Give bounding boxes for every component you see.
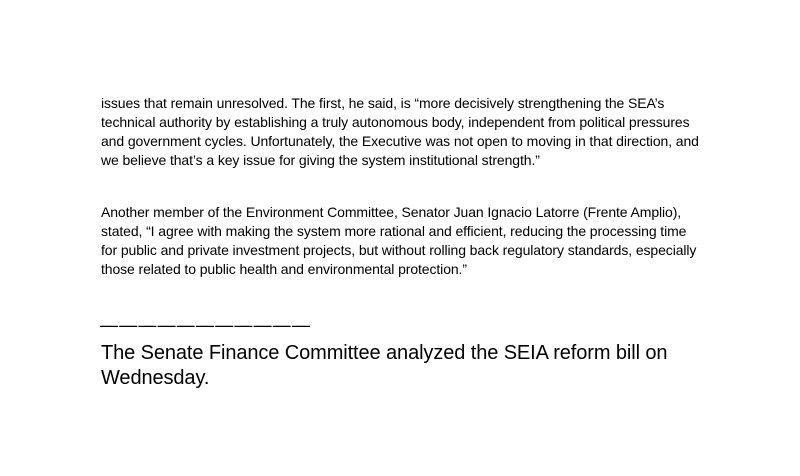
section-divider: ——————————— — [100, 315, 312, 335]
article-headline: The Senate Finance Committee analyzed the SEIA reform bill on Wednesday. — [101, 342, 668, 389]
article-paragraph-1: issues that remain unresolved. The first, he said, is “more decisively strengthening the SEA’s technical authority by establishing a truly autonomous body, independent from political pressures and government cycles. Unfortunately, the Executive was not open to moving in that direction, and we believe that’s a key issue for giving the system institutional strength.” — [101, 95, 699, 168]
article-paragraph-2: Another member of the Environment Committee, Senator Juan Ignacio Latorre (Frente Amplio), stated, “I agree with making the system more rational and efficient, reducing the processing time for public and private investment projects, but without rolling back regulatory standards, especially those related to public health and environmental protection.” — [101, 204, 697, 277]
